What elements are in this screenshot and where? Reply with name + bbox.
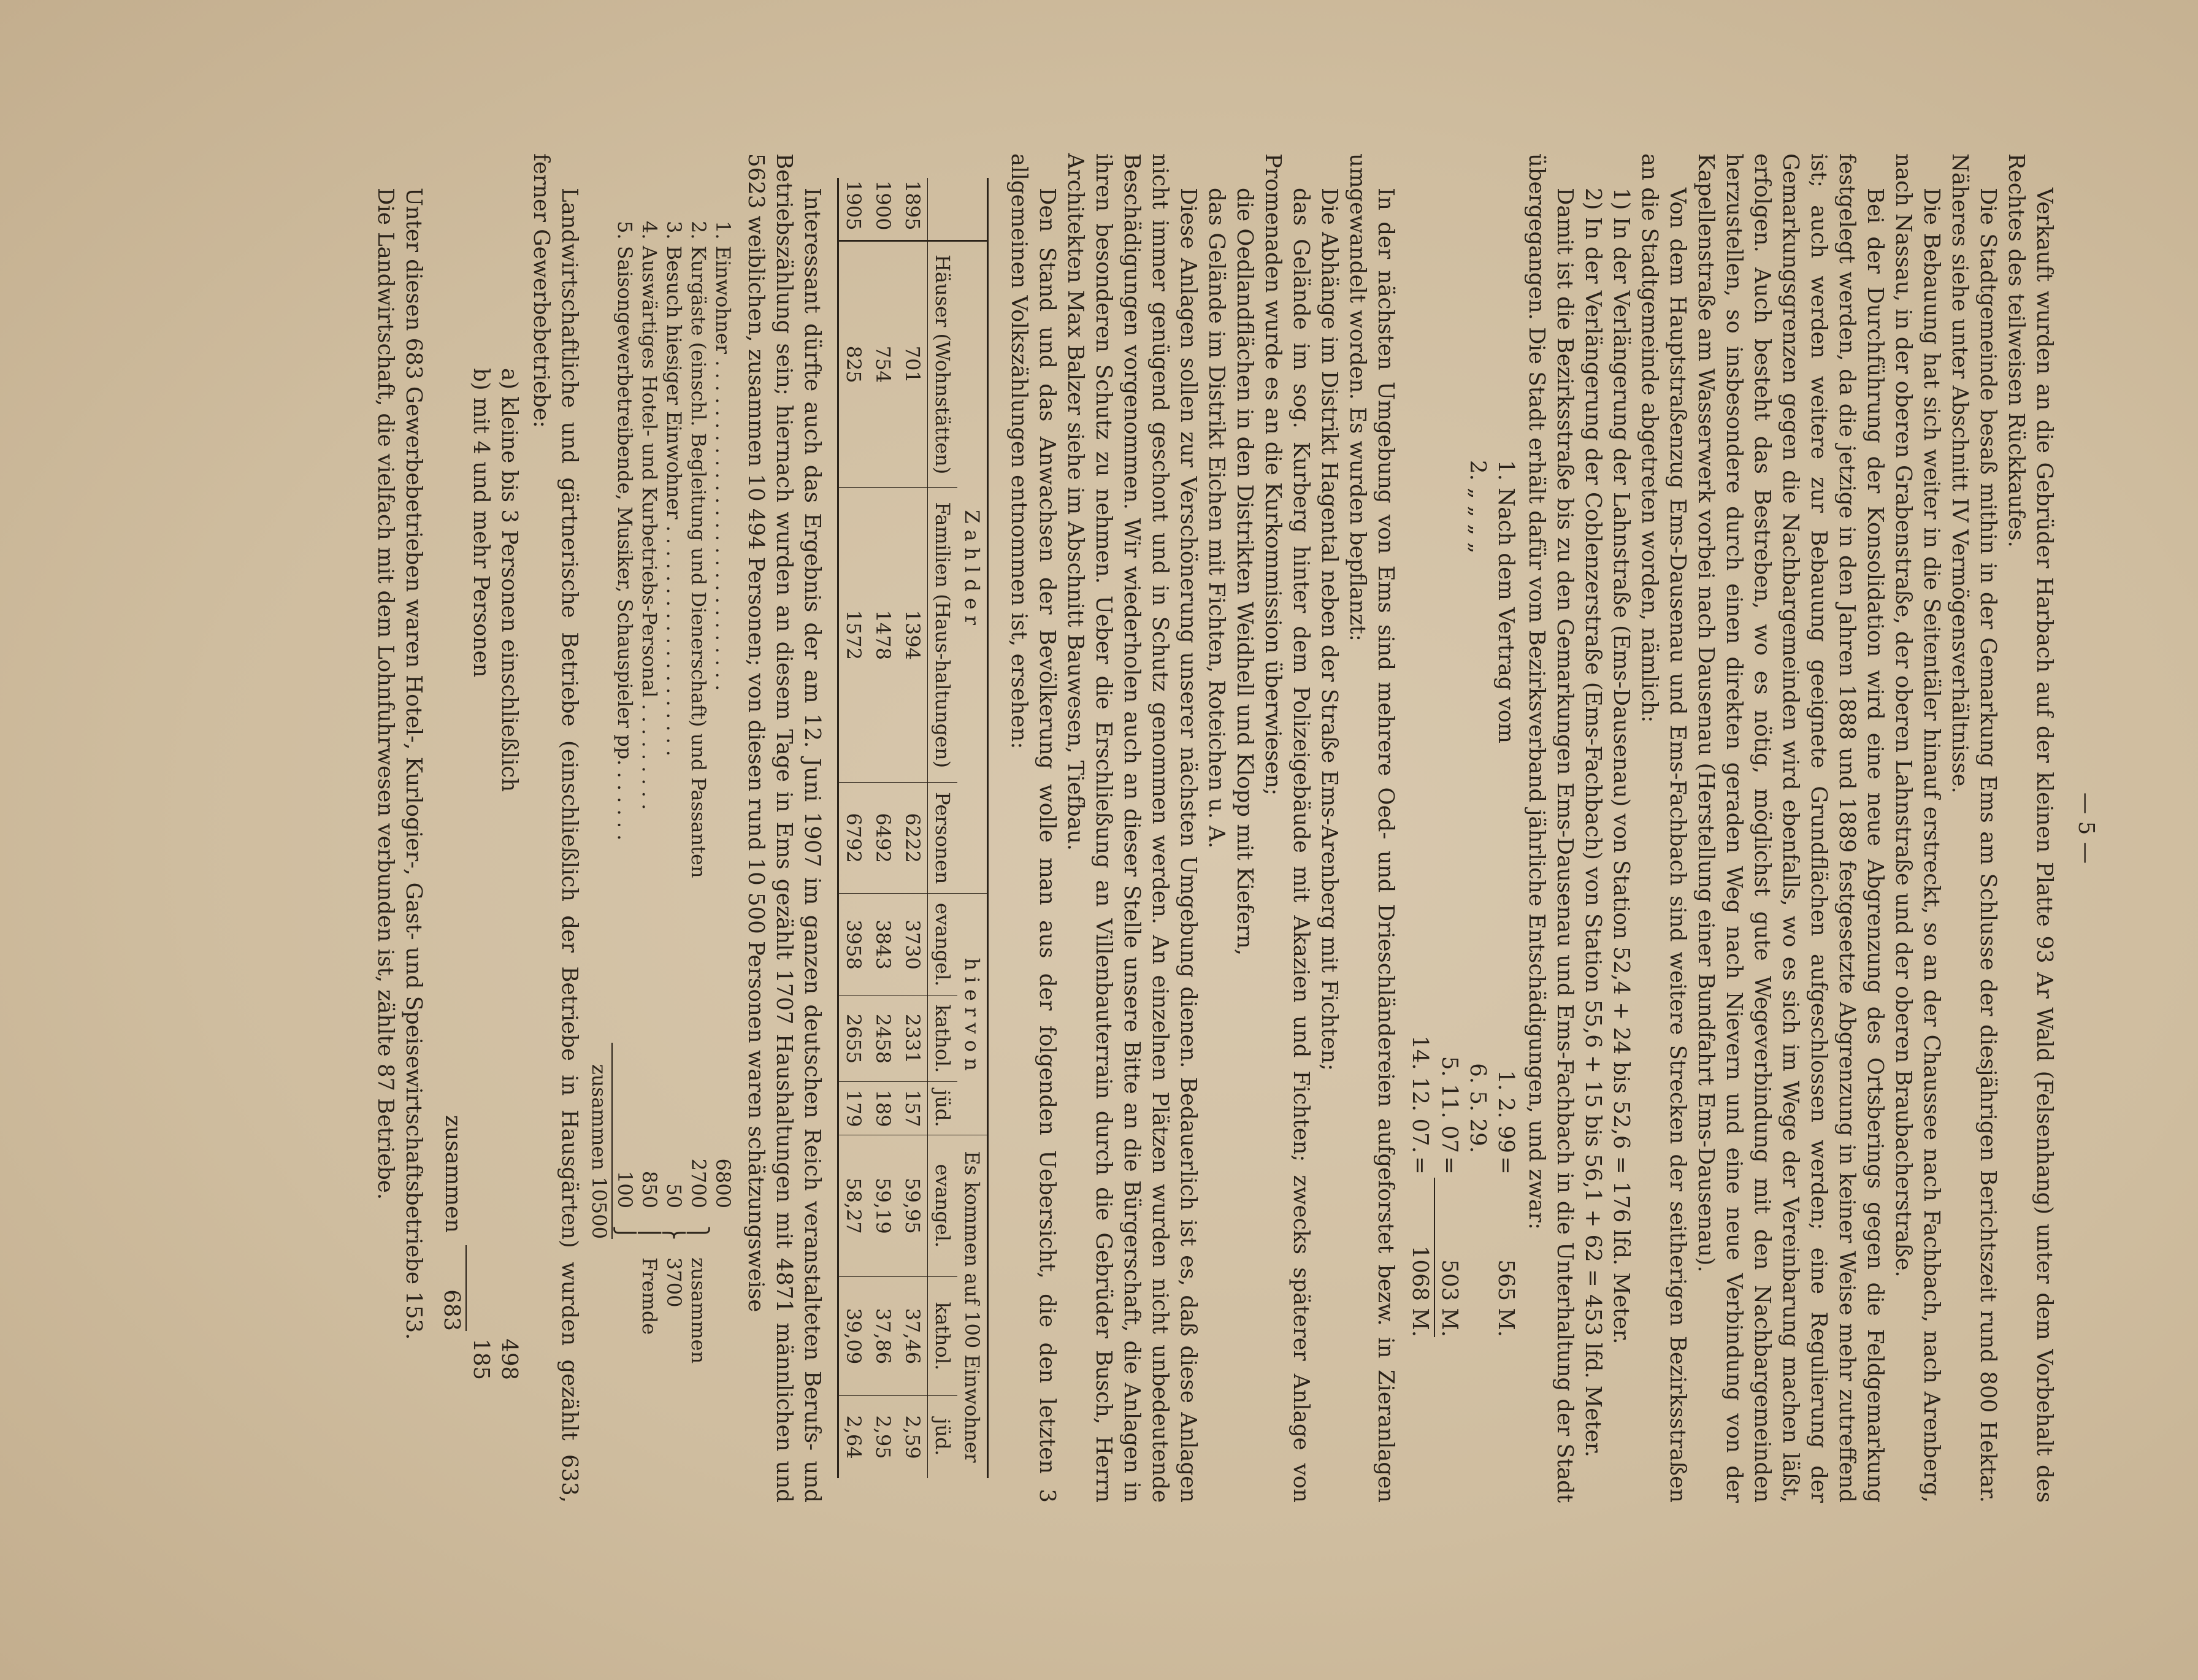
paragraph-sale: Verkauft wurden an die Gebrüder Harbach auf der kleinen Platte 93 Ar Wald (Felsenhang) unter dem Vorbehalt des Rechtes des teilweisen Rückkaufes. — [2004, 153, 2057, 1503]
table-header: Personen — [928, 783, 958, 894]
list-item-value: 185 — [469, 1338, 494, 1380]
table-cell: 157 — [898, 1082, 928, 1135]
table-cell: 37,46 — [898, 1276, 928, 1395]
list-item-note: 3700 — [662, 1257, 686, 1308]
table-cell: 58,27 — [838, 1135, 869, 1277]
table-header: kathol. — [928, 995, 958, 1081]
paragraph-road-1: 1) In der Verlängerung der Lahnstraße (Ems-Dausenau) von Station 52,4 + 24 bis 52,6 = 176 lfd. Meter. — [1609, 188, 1634, 1344]
total-value: 10500 — [588, 1176, 611, 1239]
table-cell: 2,59 — [898, 1396, 928, 1478]
brace-icon: ⎫ — [687, 1225, 710, 1240]
contract-total: 1068 M. — [1406, 1178, 1435, 1337]
table-cell: 2,64 — [838, 1396, 869, 1478]
paragraph-population-intro: Den Stand und das Anwachsen der Bevölkerung wolle man aus der folgenden Uebersicht, die den letzten 3 allgemeinen Volkszählungen entnommen ist, ersehen: — [1006, 153, 1060, 1503]
list-item — [637, 153, 662, 1503]
paragraph-building: Die Bebauung hat sich weiter in die Seitentäler hinauf erstreckt, so an der Chaussee nach Fachbach, nach Arenberg, nach Nassau, in der oberen Grabenstraße, der oberen Lahnstraße und der oberen Braubacherstraße. — [1891, 153, 1944, 1503]
table-cell: 2458 — [868, 995, 898, 1081]
contract-date: 6. 5. 29. — [1465, 1063, 1490, 1153]
paragraph-businesses: Landwirtschaftliche und gärtnerische Betriebe (einschließlich der Betriebe in Hausgärten) wurden gezählt 633, ferner Gewerbebetriebe: — [529, 153, 582, 1503]
business-list — [437, 153, 523, 1503]
table-cell: 39,09 — [838, 1276, 869, 1395]
business-total — [437, 153, 467, 1503]
population-table — [837, 178, 989, 1478]
contract-eq: = — [1493, 1156, 1518, 1175]
contract-row — [1435, 153, 1463, 1503]
contract-amount: 565 M. — [1493, 1259, 1518, 1337]
contract-date: 5. 11. 07 — [1437, 1056, 1462, 1153]
contract-eq: = — [1407, 1156, 1433, 1175]
paragraph-consolidation: Bei der Durchführung der Konsolidation wird eine neue Abgrenzung des Ortsberings gegen die Feldgemarkung festgelegt werden, da die jetzige in den Jahren 1888 und 1889 festgesetzte Abgrenzung in keiner Weise mehr zutreffend ist; auch werden weitere zur Bebauung geeignete Grundflächen aufgeschlossen werden; eine Regulierung der Gemarkungsgrenzen gegen die Nachbargemeinden wird ebenfalls, wo es sich im Wege der Vereinbarung machen läßt, erfolgen. Auch besteht das Bestreben, wo es nötig, möglichst gute Wegeverbindung mit den Nachbargemeinden herzustellen, so insbesondere durch einen direkten geraden Weg nach Nievern und eine neue Verbindung von der Kapellenstraße am Wasserwerk vorbei nach Dausenau (Herstellung einer Bundfahrt Ems-Dausenau). — [1693, 153, 1888, 1503]
list-item — [467, 153, 495, 1503]
list-item — [495, 153, 523, 1503]
list-item-label: 5. Saisongewerbetreibende, Musiker, Schauspieler pp. . . . . . . — [613, 221, 637, 841]
table-cell: 6222 — [898, 783, 928, 894]
paragraph-hotels: Unter diesen 683 Gewerbebetrieben waren Hotel-, Kurlogier-, Gast- und Speisewirtschaftsbetriebe 153. — [401, 188, 426, 1340]
page-number: — 5 — — [2074, 792, 2099, 864]
paragraph-compensation: Damit ist die Bezirksstraße bis zu den Gemarkungen Ems-Dausenau und Ems-Fachbach in die Unterhaltung der Stadt übergegangen. Die Stadt erhält dafür vom Bezirksverband jährliche Entschädigungen, und zwar: — [1524, 153, 1577, 1503]
residents-list — [587, 153, 735, 1503]
contract-amount: 503 M. — [1437, 1259, 1462, 1337]
table-cell: 1572 — [838, 488, 869, 783]
table-cell: 754 — [868, 241, 898, 488]
table-cell: 701 — [898, 241, 928, 488]
table-group-header — [957, 178, 988, 1478]
table-cell: 189 — [868, 1082, 898, 1135]
paragraph-land: Die Stadtgemeinde besaß mithin in der Gemarkung Ems am Schlusse der diesjährigen Berichtszeit rund 800 Hektar. Näheres siehe unter Abschnitt IV Vermögensverhältnisse. — [1947, 153, 2001, 1503]
list-item-label: a) kleine bis 3 Personen einschließlich — [497, 368, 522, 792]
list-item — [613, 153, 637, 1503]
table-cell: 3843 — [868, 894, 898, 996]
table-cell: 825 — [838, 241, 869, 488]
list-item-value: 6800 — [711, 1158, 735, 1208]
list-item — [662, 153, 686, 1503]
list-item-value: 498 — [497, 1338, 522, 1380]
table-cell: 59,19 — [868, 1135, 898, 1277]
table-cell: 59,95 — [898, 1135, 928, 1277]
table-cell: 3958 — [838, 894, 869, 996]
list-item-value: 850 — [638, 1170, 661, 1208]
list-item-label: 1. Einwohner . . . . . . . . . . . . . . . . . . . . . . . . . . . — [711, 221, 735, 691]
brace-icon: ⎭ — [613, 1225, 637, 1240]
contract-row — [1492, 153, 1520, 1503]
contract-row — [1463, 153, 1492, 1503]
table-cell: 1394 — [898, 488, 928, 783]
brace-icon: ⎪ — [638, 1225, 661, 1240]
paragraph-road-2: 2) In der Verlängerung der Coblenzerstraße (Ems-Fachbach) von Station 55,6 + 15 bis 56,1 + 62 = 453 lfd. Meter. — [1580, 188, 1606, 1457]
contract-date: 1. 2. 99 — [1493, 1070, 1518, 1153]
list-item-label: 2. Kurgäste (einschl. Begleitung und Dienerschaft) und Passanten — [687, 221, 710, 878]
contract-label: 1. Nach dem Vertrag vom — [1493, 460, 1518, 743]
table-cell: 37,86 — [868, 1276, 898, 1395]
paragraph-planting-1: Die Abhänge im Distrikt Hagental neben der Straße Ems-Arenberg mit Fichten; — [1317, 188, 1342, 1072]
total-value: 683 — [437, 1245, 467, 1331]
contract-eq: = — [1437, 1156, 1462, 1175]
table-header: evangel. — [928, 1135, 958, 1277]
list-item — [711, 153, 735, 1503]
list-item-value: 2700 — [687, 1158, 710, 1208]
list-item-value: 100 — [613, 1170, 637, 1208]
table-cell: 179 — [838, 1082, 869, 1135]
table-cell: 2,95 — [868, 1396, 898, 1478]
total-label: zusammen — [440, 1114, 465, 1233]
list-item-note: Fremde — [638, 1257, 661, 1335]
table-header: jüd. — [928, 1396, 958, 1478]
list-item-label: b) mit 4 und mehr Personen — [469, 368, 494, 678]
table-cell: 3730 — [898, 894, 928, 996]
paragraph-planting-3: die Oedlandflächen in den Distrikten Weidhell und Klopp mit Kiefern, — [1232, 188, 1257, 956]
paragraph-planting-2: das Gelände im sog. Kurberg hinter dem Polizeigebäude mit Akazien und Fichten; zwecks späterer Anlage von Promenaden wurde es an die Kurkommission überwiesen; — [1260, 153, 1314, 1503]
table-cell-year: 1900 — [871, 180, 895, 231]
table-cell-year: 1905 — [838, 178, 869, 241]
table-row — [898, 178, 928, 1478]
table-row — [838, 178, 869, 1478]
table-row — [868, 178, 898, 1478]
paragraph-planting-4: das Gelände im Distrikt Eichen mit Fichten, Roteichen u. A. — [1204, 188, 1229, 849]
paragraph-roads: Von dem Hauptstraßenzug Ems-Dausenau und Ems-Fachbach sind weitere Strecken der seitherigen Bezirksstraßen an die Stadtgemeinde abgetreten worden, nämlich: — [1637, 153, 1690, 1503]
residents-total — [587, 153, 613, 1503]
paragraph-afforestation: In der nächsten Umgebung von Ems sind mehrere Oed- und Drieschländereien aufgeforstet bezw. in Zieranlagen umgewandelt worden. Es wurden bepflanzt: — [1345, 153, 1398, 1503]
paragraph-agriculture: Die Landwirtschaft, die vielfach mit dem Lohnfuhrwesen verbunden ist, zählte 87 Betriebe. — [373, 188, 398, 1200]
table-group-count: Z a h l d e r — [957, 241, 988, 894]
table-cell: 1478 — [868, 488, 898, 783]
table-cell: 6792 — [838, 783, 869, 894]
contract-label: 2. „ „ „ „ — [1465, 460, 1490, 554]
page-content — [371, 153, 2100, 1503]
list-item — [686, 153, 711, 1503]
table-header: jüd. — [928, 1082, 958, 1135]
contract-row — [1406, 153, 1435, 1503]
table-cell-year: 1895 — [901, 180, 924, 231]
list-item-note — [613, 1257, 637, 1380]
table-group-denomination: h i e r v o n — [957, 894, 988, 1135]
table-header: kathol. — [928, 1276, 958, 1395]
list-item-note: zusammen — [687, 1257, 710, 1364]
paragraph-protection: Diese Anlagen sollen zur Verschönerung unserer nächsten Umgebung dienen. Bedauerlich ist es, daß diese Anlagen nicht immer genügend geschont und in Schutz genommen werden. An einzelnen Plätzen wurden nicht unbedeutende Beschädigungen vorgenommen. Wir wiederholen auch an dieser Stelle unsere Bitte an die Bürgerschaft, die Anlagen in ihren besonderen Schutz zu nehmen. Ueber die Erschließung an Villenbauterrain durch die Gebrüder Busch, Herrn Architekten Max Balzer siehe im Abschnitt Bauwesen, Tiefbau. — [1063, 153, 1201, 1503]
table-group-per-100: Es kommen auf 100 Einwohner — [957, 1135, 988, 1478]
table-header: Familien (Haus-haltungen) — [928, 488, 958, 783]
table-header: evangel. — [928, 894, 958, 996]
list-item-label: 3. Besuch hiesiger Einwohner . . . . . . . . . . . . . . . . . . . — [662, 221, 686, 757]
total-label: zusammen — [588, 1064, 611, 1171]
list-item-note — [711, 1257, 735, 1380]
table-cell: 6492 — [868, 783, 898, 894]
contract-date: 14. 12. 07. — [1407, 1035, 1433, 1153]
table-cell: 2655 — [838, 995, 869, 1081]
contract-list — [1406, 153, 1520, 1503]
paragraph-census: Interessant dürfte auch das Ergebnis der am 12. Juni 1907 im ganzen deutschen Reich veranstalteten Berufs- und Betriebszählung sein; hiernach wurden an diesem Tage in Ems gezählt 1707 Haushaltungen mit 4871 männlichen und 5623 weiblichen, zusammen 10 494 Personen; von diesen rund 10 500 Personen waren schätzungsweise — [743, 153, 825, 1503]
table-cell: 2331 — [898, 995, 928, 1081]
list-item-value: 50 — [662, 1183, 686, 1208]
list-item-label: 4. Auswärtiges Hotel- und Kurbetriebs-Personal . . . . . . . . . — [638, 221, 661, 810]
table-header: Häuser (Wohnstätten) — [928, 241, 958, 488]
brace-icon: ⎬ — [662, 1225, 686, 1240]
table-header-row — [928, 178, 958, 1478]
table-header — [928, 178, 958, 241]
